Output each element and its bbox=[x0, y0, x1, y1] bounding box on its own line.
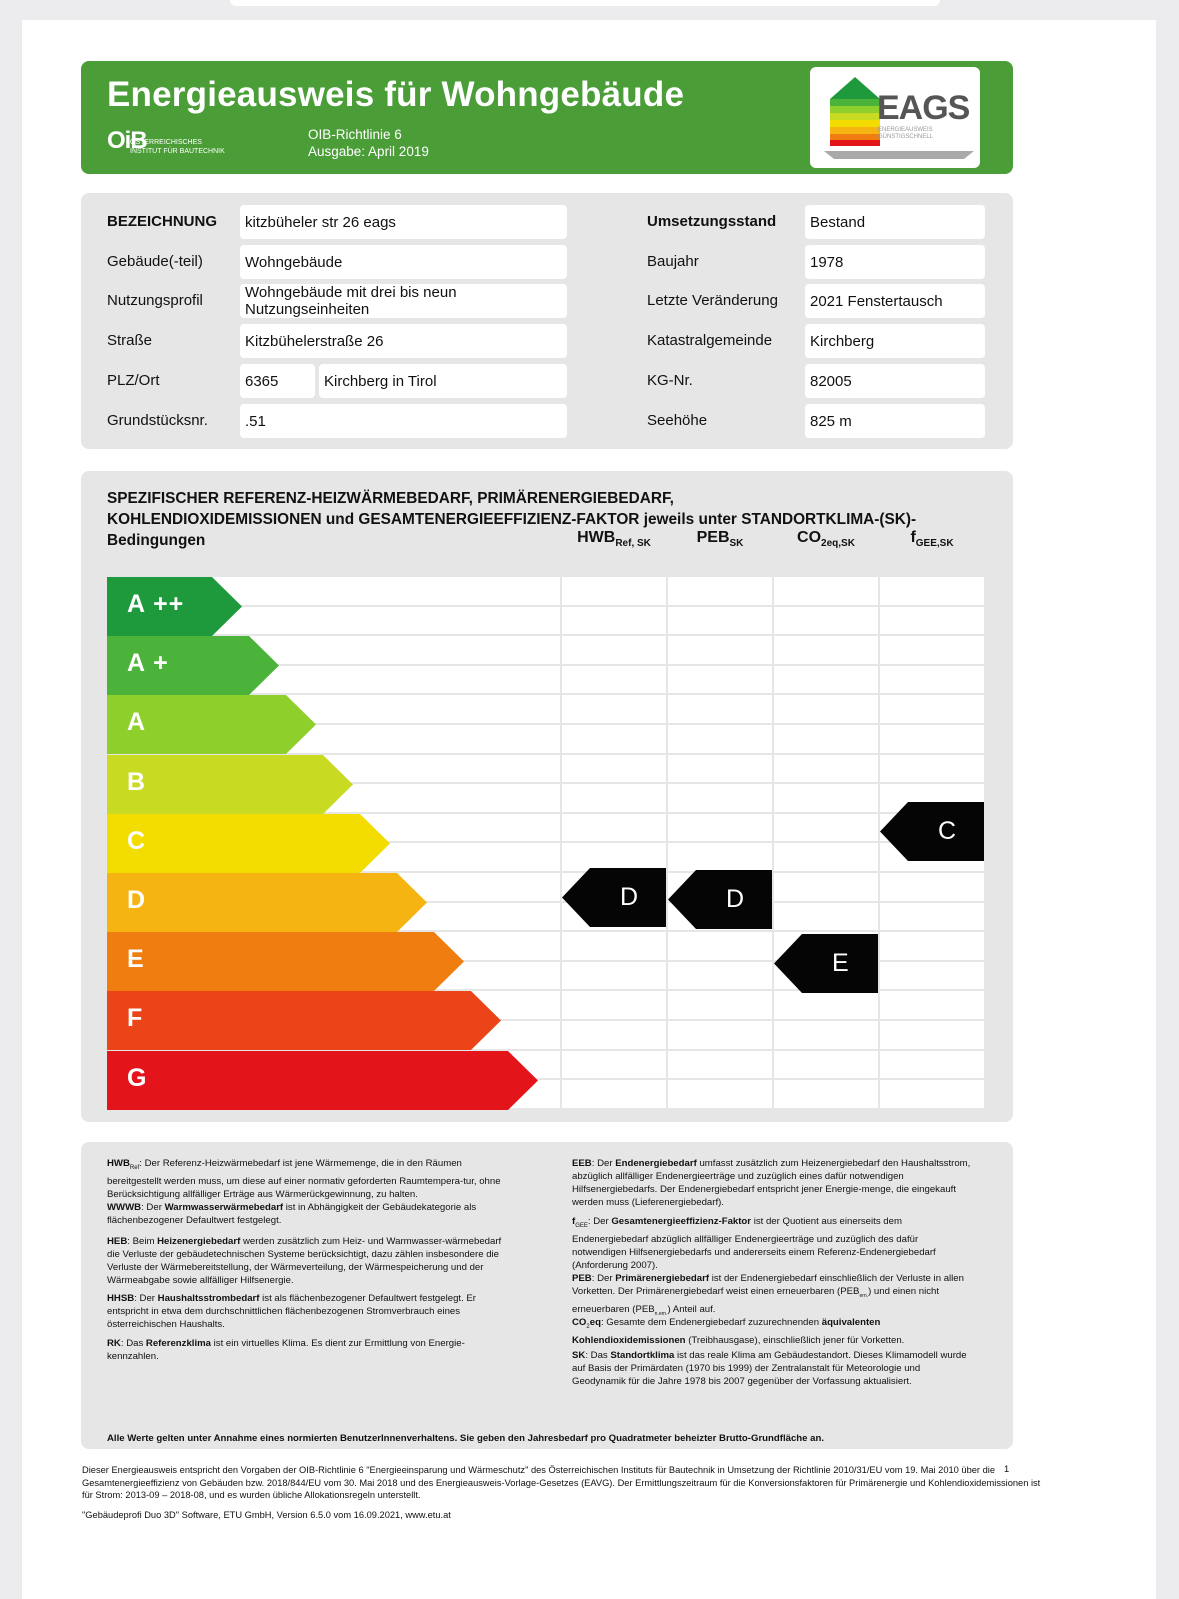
column-header-main: HWB bbox=[577, 529, 616, 546]
legal-footer: Dieser Energieausweis entspricht den Vorgaben der OIB-Richtlinie 6 "Energieeinsparung und Wärmeschutz" des Österreichischen Instituts für Bautechnik in Umsetzung der Richtlinie 2010/31/EU vom 19. Mai 2010 über die Gesamtenergieeffizienz von Gebäuden bzw. 2018/844/EU vom 30. Mai 2018 und des Energieausweis-Vorlage-Gesetzes (EAVG). Der Ermittlungszeitraum für die Konversionsfaktoren für Primärenergie und Kohlendioxidemissionen ist für Strom: 2013-09 – 2018-08, und es wurden übliche Allokationsregeln unterstellt. bbox=[82, 1465, 1041, 1500]
marker-arrow-shape bbox=[668, 870, 772, 929]
definition-intro: : Beim bbox=[127, 1236, 158, 1247]
band-arrow-shape bbox=[107, 1051, 538, 1110]
definition-keyword: Gesamtenergieeffizienz-Faktor bbox=[611, 1216, 752, 1227]
rating-marker-co2 bbox=[774, 934, 878, 993]
building-info-panel bbox=[81, 193, 1013, 449]
energy-rating-panel bbox=[81, 471, 1013, 1122]
energy-class-band bbox=[107, 932, 464, 991]
rating-grid-cell bbox=[668, 607, 772, 635]
rating-grid-cell bbox=[562, 636, 666, 664]
rating-grid-cell bbox=[774, 636, 878, 664]
info-value: .51 bbox=[240, 404, 567, 438]
definition-text: ) und einen nicht erneuerbaren (PEB bbox=[572, 1286, 939, 1315]
marker-class-label: C bbox=[938, 816, 957, 845]
definition-entry bbox=[107, 1235, 507, 1287]
definition-text: ist in Abhängigkeit der Gebäudekategorie als flächenbezogener Defaultwert festgelegt. bbox=[107, 1202, 477, 1226]
definition-intro: : Der bbox=[591, 1158, 616, 1169]
page-number: 1 bbox=[1004, 1464, 1010, 1474]
column-header bbox=[774, 529, 878, 549]
column-header-main: CO bbox=[797, 529, 822, 546]
energy-class-band bbox=[107, 991, 501, 1050]
definition-keyword: Primärenergiebedarf bbox=[615, 1273, 710, 1284]
rating-grid-cell bbox=[880, 695, 984, 723]
definition-keyword: Heizenergiebedarf bbox=[157, 1236, 241, 1247]
rating-grid-cell bbox=[774, 873, 878, 901]
rating-grid-cell bbox=[562, 1051, 666, 1079]
info-label: Nutzungsprofil bbox=[107, 292, 203, 309]
guideline-edition: Ausgabe: April 2019 bbox=[308, 144, 429, 159]
info-label: Straße bbox=[107, 332, 153, 349]
band-class-label: F bbox=[127, 1004, 144, 1033]
rating-grid-cell bbox=[562, 991, 666, 1019]
rating-grid-cell bbox=[774, 725, 878, 753]
column-header-sub: 2eq,SK bbox=[821, 538, 855, 549]
info-label: Katastralgemeinde bbox=[647, 332, 773, 349]
definition-text: ist der Quotient aus einerseits dem Endenergiebedarf abzüglich allfälliger Endenergieerträge und zuzüglich des dafür notwendigen Hilfsenergiebedarfs und andererseits einem Referenz-Endenergiebedarf (Anforderung 2007). bbox=[572, 1216, 936, 1271]
rating-grid-cell bbox=[774, 1051, 878, 1079]
rating-grid-cell bbox=[562, 755, 666, 783]
logo-base-shape bbox=[824, 151, 974, 159]
info-label: Gebäude(-teil) bbox=[107, 253, 203, 270]
rating-grid-cell bbox=[668, 784, 772, 812]
column-header-sub: GEE,SK bbox=[915, 538, 954, 549]
values-note: Alle Werte gelten unter Annahme eines normierten BenutzerInnenverhaltens. Sie geben den Jahresbedarf pro Quadratmeter beheizter Brutto-Grundfläche an. bbox=[107, 1433, 825, 1444]
info-label: Letzte Veränderung bbox=[647, 292, 778, 309]
definition-term-sub: GEE bbox=[575, 1222, 588, 1229]
energy-class-band bbox=[107, 577, 242, 636]
definition-intro: : Das bbox=[585, 1350, 611, 1361]
rating-grid-cell bbox=[562, 932, 666, 960]
definition-term: HHSB bbox=[107, 1293, 135, 1304]
info-value: Kirchberg bbox=[805, 324, 985, 358]
rating-grid-cell bbox=[668, 991, 772, 1019]
definition-term-sub: 2 bbox=[586, 1323, 590, 1330]
rating-grid-cell bbox=[562, 577, 666, 605]
oib-logo: OiB bbox=[107, 127, 147, 154]
info-value: 825 m bbox=[805, 404, 985, 438]
info-label: Umsetzungsstand bbox=[647, 213, 777, 230]
definition-entry bbox=[572, 1349, 972, 1388]
definition-text: ist ein virtuelles Klima. Es dient zur Ermittlung von Energie-kennzahlen. bbox=[107, 1338, 465, 1362]
rating-grid-cell bbox=[880, 607, 984, 635]
definition-intro: : Der bbox=[141, 1202, 165, 1213]
rating-grid-cell bbox=[562, 784, 666, 812]
document-title: Energieausweis für Wohngebäude bbox=[107, 75, 685, 114]
definition-text: ) Anteil auf. bbox=[667, 1303, 716, 1315]
info-value: Kirchberg in Tirol bbox=[319, 364, 567, 398]
rating-grid-cell bbox=[774, 784, 878, 812]
band-class-label: C bbox=[127, 826, 147, 855]
rating-grid-cell bbox=[774, 1021, 878, 1049]
definition-term: EEB bbox=[572, 1158, 592, 1169]
definition-term: SK bbox=[572, 1350, 586, 1361]
info-label: Grundstücksnr. bbox=[107, 412, 208, 429]
rating-grid-cell bbox=[562, 666, 666, 694]
definition-keyword: Endenergiebedarf bbox=[615, 1158, 697, 1169]
column-header bbox=[880, 529, 984, 549]
definition-intro: : Das bbox=[120, 1338, 146, 1349]
eags-tagline bbox=[878, 127, 933, 141]
rating-grid-cell bbox=[880, 577, 984, 605]
rating-grid-cell bbox=[668, 755, 772, 783]
energy-class-band bbox=[107, 636, 279, 695]
rating-grid-cell bbox=[880, 962, 984, 990]
info-label: BEZEICHNUNG bbox=[107, 213, 218, 230]
band-class-label: E bbox=[127, 945, 145, 974]
definition-keyword: Standortklima bbox=[610, 1350, 675, 1361]
rating-grid-cell bbox=[774, 1080, 878, 1108]
rating-grid-cell bbox=[774, 666, 878, 694]
rating-grid-cell bbox=[880, 725, 984, 753]
definition-term: f bbox=[572, 1216, 576, 1227]
rating-grid-cell bbox=[774, 991, 878, 1019]
rating-marker-hwb bbox=[562, 868, 666, 927]
rating-grid-cell bbox=[880, 991, 984, 1019]
oib-line-1: ÖSTERREICHISCHES bbox=[130, 139, 202, 146]
definition-term-sub: Ref bbox=[129, 1164, 140, 1171]
rating-marker-peb bbox=[668, 870, 772, 929]
energy-title-line-2: KOHLENDIOXIDEMISSIONEN und GESAMTENERGIEEFFIZIENZ-FAKTOR jeweils unter STANDORTKLIMA-(SK)-Bedingungen bbox=[107, 511, 917, 549]
definition-entry bbox=[107, 1201, 507, 1227]
marker-arrow-shape bbox=[880, 802, 984, 861]
rating-grid-cell bbox=[668, 577, 772, 605]
rating-grid-cell bbox=[562, 843, 666, 871]
definition-text: ist der Endenergiebedarf einschließlich der Verluste in allen Vorketten. Der Primärenergiebedarf weist einen erneuerbaren (PEB bbox=[572, 1273, 964, 1297]
energy-class-band bbox=[107, 814, 390, 873]
marker-arrow-shape bbox=[774, 934, 878, 993]
marker-class-label: D bbox=[726, 885, 745, 914]
definition-term: CO bbox=[572, 1317, 587, 1328]
rating-grid-cell bbox=[774, 814, 878, 842]
rating-grid-cell bbox=[880, 1051, 984, 1079]
rating-grid-cell bbox=[562, 695, 666, 723]
definition-sub: ern. bbox=[859, 1292, 869, 1299]
definition-text: umfasst zusätzlich zum Heizenergiebedarf den Haushaltsstrom, abzüglich allfälliger Endenergieerträge und zuzüglich eines dafür notwendigen Hilfsenergiebedarfs. Der Endenergiebedarf entspricht jener Energie-menge, die eingekauft werden muss (Lieferenergiebedarf). bbox=[572, 1158, 971, 1208]
rating-grid-cell bbox=[774, 903, 878, 931]
info-label: Baujahr bbox=[647, 253, 699, 270]
definition-term: RK bbox=[107, 1338, 121, 1349]
rating-grid-cell bbox=[562, 814, 666, 842]
column-header bbox=[562, 529, 666, 549]
column-header-main: f bbox=[910, 529, 916, 546]
info-value: 6365 bbox=[240, 364, 315, 398]
definition-entry bbox=[572, 1215, 972, 1272]
column-header-sub: SK bbox=[729, 538, 744, 549]
band-class-label: A ++ bbox=[127, 590, 185, 618]
rating-grid-cell bbox=[668, 695, 772, 723]
info-value: kitzbüheler str 26 eags bbox=[240, 205, 567, 239]
eags-logo bbox=[810, 67, 980, 168]
eags-tagline-2: GÜNSTIGSCHNELL bbox=[878, 134, 934, 140]
band-arrow-shape bbox=[107, 932, 464, 991]
energy-class-band bbox=[107, 1051, 538, 1110]
definition-keyword: Referenzklima bbox=[145, 1338, 211, 1349]
band-class-label: D bbox=[127, 886, 147, 914]
rating-grid-cell bbox=[774, 695, 878, 723]
rating-grid-cell bbox=[880, 666, 984, 694]
definition-entry bbox=[107, 1337, 507, 1363]
rating-grid-cell bbox=[562, 607, 666, 635]
rating-grid-cell bbox=[562, 1021, 666, 1049]
rating-grid-cell bbox=[774, 607, 878, 635]
band-class-label: A bbox=[127, 708, 147, 737]
definition-entry bbox=[572, 1272, 972, 1321]
house-rainbow-icon bbox=[830, 77, 880, 147]
rating-grid-cell bbox=[774, 755, 878, 783]
software-credit: "Gebäudeprofi Duo 3D" Software, ETU GmbH, Version 6.5.0 vom 16.09.2021, www.etu.at bbox=[82, 1510, 451, 1520]
definition-sub: n.ern. bbox=[654, 1310, 668, 1317]
definition-intro: : Der bbox=[134, 1293, 158, 1304]
energy-title-line-1: SPEZIFISCHER REFERENZ-HEIZWÄRMEBEDARF, PRIMÄRENERGIEBEDARF, bbox=[107, 490, 674, 507]
band-class-label: G bbox=[127, 1063, 148, 1092]
definition-text: ist als flächenbezogener Defaultwert festgelegt. Er entspricht in etwa dem durchschnittlichen flächenbezogenen Stromverbrauch eines österreichischen Haushalts. bbox=[107, 1293, 476, 1330]
oib-line-2: INSTITUT FÜR BAUTECHNIK bbox=[130, 148, 225, 155]
definition-intro: : Der bbox=[591, 1273, 616, 1284]
oib-institute-name bbox=[130, 138, 260, 156]
rating-grid-cell bbox=[668, 1080, 772, 1108]
eags-wordmark: EAGS bbox=[877, 89, 970, 127]
energy-class-band bbox=[107, 755, 353, 814]
rating-grid-cell bbox=[668, 932, 772, 960]
marker-class-label: D bbox=[620, 883, 639, 912]
definition-entry bbox=[572, 1316, 972, 1347]
energy-class-band bbox=[107, 695, 316, 754]
rating-grid-cell bbox=[668, 814, 772, 842]
rating-grid-cell bbox=[880, 1080, 984, 1108]
info-value: 82005 bbox=[805, 364, 985, 398]
rating-grid-cell bbox=[880, 932, 984, 960]
info-label: Seehöhe bbox=[647, 412, 708, 429]
info-value: 2021 Fenstertausch bbox=[805, 284, 985, 318]
rating-grid-cell bbox=[668, 1051, 772, 1079]
column-header-main: PEB bbox=[696, 529, 730, 546]
definition-intro: : Gesamte dem Endenergiebedarf zuzurechnenden bbox=[600, 1317, 822, 1328]
info-label: KG-Nr. bbox=[647, 372, 693, 389]
band-class-label: A + bbox=[127, 649, 169, 678]
column-header bbox=[668, 529, 772, 549]
definition-term: HEB bbox=[107, 1236, 128, 1247]
rating-grid-cell bbox=[880, 1021, 984, 1049]
definition-keyword: Haushaltsstrombedarf bbox=[157, 1293, 260, 1304]
definition-text: ist das reale Klima am Gebäudestandort. Dieses Klimamodell wurde auf Basis der Primärdaten (1970 bis 1999) der Zentralanstalt für Meteorologie und Geodynamik für die Jahre 1978 bis 2007 gegenüber der Vorfassung aktualisiert. bbox=[572, 1350, 967, 1387]
rating-grid-cell bbox=[774, 843, 878, 871]
rating-grid-cell bbox=[880, 873, 984, 901]
definition-text: : Der Referenz-Heizwärmebedarf ist jene Wärmemenge, die in den Räumen bereitgestellt werden muss, um diese auf einer normativ geforderten Raumtempera-tur, ohne Berücksichtigung allfälliger Erträge aus Wärmerückgewinnung, zu halten. bbox=[107, 1158, 501, 1200]
rating-grid-cell bbox=[668, 725, 772, 753]
oib-guideline bbox=[308, 126, 429, 160]
info-label: PLZ/Ort bbox=[107, 372, 160, 389]
rating-grid-cell bbox=[880, 755, 984, 783]
guideline-name: OIB-Richtlinie 6 bbox=[308, 127, 402, 142]
rating-grid-cell bbox=[562, 962, 666, 990]
rating-grid-cell bbox=[562, 725, 666, 753]
definition-term-suffix: eq bbox=[589, 1317, 601, 1328]
rating-grid-cell bbox=[668, 636, 772, 664]
band-arrow-shape bbox=[107, 991, 501, 1050]
definition-entry bbox=[107, 1157, 507, 1201]
info-value: 1978 bbox=[805, 245, 985, 279]
definition-entry bbox=[572, 1157, 972, 1209]
document-header bbox=[81, 61, 1013, 174]
rating-grid-cell bbox=[562, 1080, 666, 1108]
definition-intro: : Der bbox=[587, 1216, 612, 1227]
definition-term: WWWB bbox=[107, 1202, 142, 1213]
rating-grid-cell bbox=[668, 962, 772, 990]
definition-entry bbox=[107, 1292, 507, 1331]
info-value: Kitzbühelerstraße 26 bbox=[240, 324, 567, 358]
rating-grid-cell bbox=[774, 577, 878, 605]
column-header-sub: Ref, SK bbox=[615, 538, 651, 549]
info-value: Wohngebäude mit drei bis neun Nutzungseinheiten bbox=[240, 284, 567, 318]
band-arrow-shape bbox=[107, 814, 390, 873]
definitions-panel bbox=[81, 1142, 1013, 1449]
rating-grid-cell bbox=[880, 636, 984, 664]
marker-arrow-shape bbox=[562, 868, 666, 927]
definition-keyword: Warmwasserwärmebedarf bbox=[164, 1202, 284, 1213]
rating-grid-cell bbox=[668, 843, 772, 871]
band-class-label: B bbox=[127, 767, 147, 796]
window-top-edge bbox=[230, 0, 940, 6]
marker-class-label: E bbox=[832, 949, 849, 978]
definition-term: PEB bbox=[572, 1273, 592, 1284]
info-value: Wohngebäude bbox=[240, 245, 567, 279]
energy-class-band bbox=[107, 873, 427, 932]
eags-tagline-1: ENERGIEAUSWEIS bbox=[878, 127, 933, 133]
rating-grid-cell bbox=[668, 1021, 772, 1049]
definition-term: HWB bbox=[107, 1158, 130, 1169]
info-value: Bestand bbox=[805, 205, 985, 239]
definition-text: (Treibhausgase), einschließlich jener für Vorketten. bbox=[685, 1334, 905, 1346]
rating-marker-fgee bbox=[880, 802, 984, 861]
rating-grid-cell bbox=[880, 903, 984, 931]
rating-grid-cell bbox=[668, 666, 772, 694]
definition-text: werden zusätzlich zum Heiz- und Warmwasser-wärmebedarf die Verluste der gebäudetechnischen Systeme berücksichtigt, dazu zählen insbesondere die Verluste der Wärmebereitstellung, der Wärmeverteilung, der Wärmespeicherung und der Wärmeabgabe sowie allfälliger Hilfsenergie. bbox=[107, 1236, 502, 1286]
definition-keyword: äquivalenten Kohlendioxidemissionen bbox=[572, 1317, 881, 1346]
band-arrow-shape bbox=[107, 873, 427, 932]
